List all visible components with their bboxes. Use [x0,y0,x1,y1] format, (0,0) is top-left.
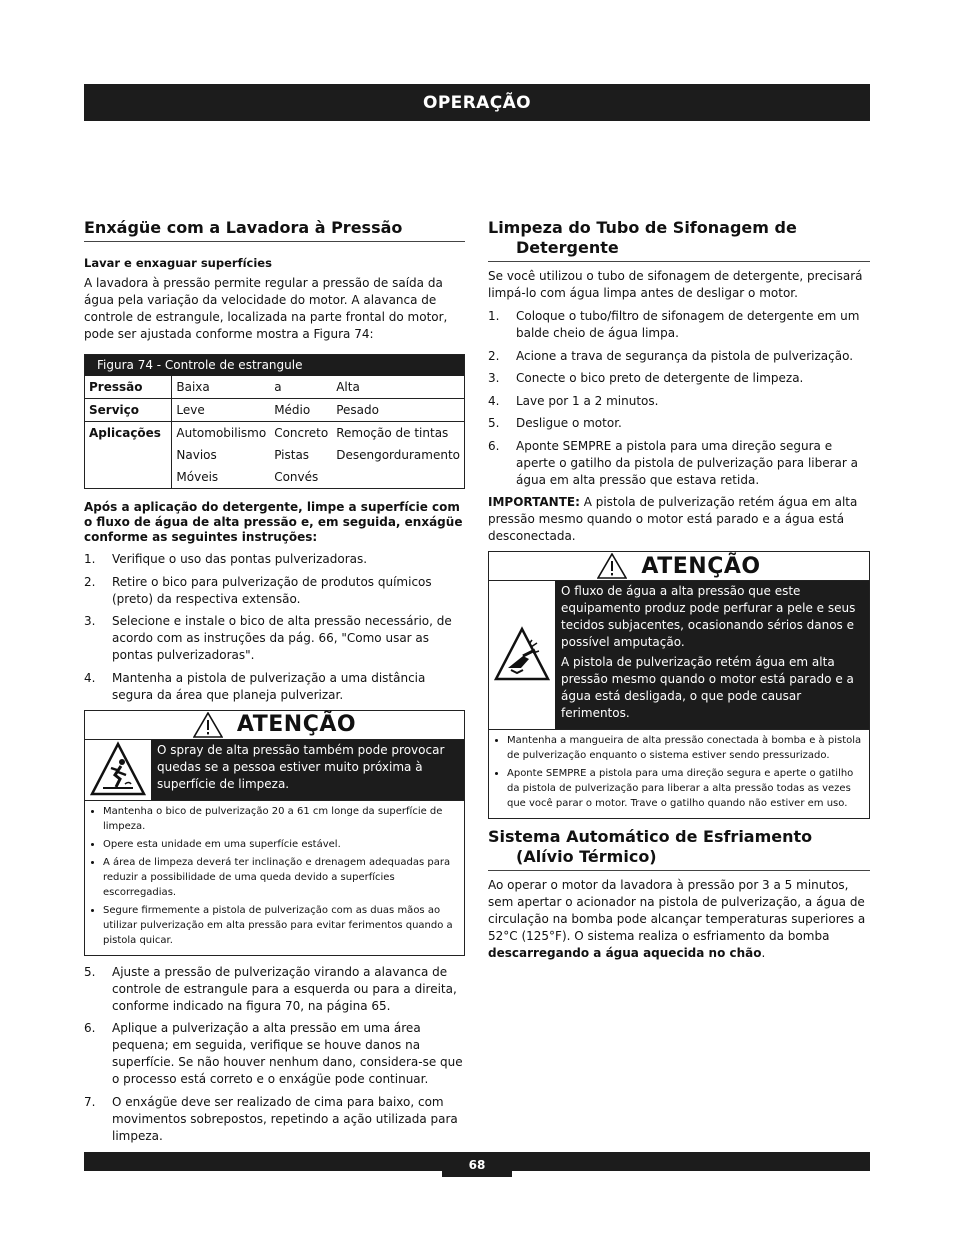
step-text: Selecione e instale o bico de alta pressão necessário, de acordo com as instruções da pág. 66, "Como usar as pontas pulverizadoras". [112,614,452,662]
rinse-subheading: Lavar e enxaguar superfícies [84,256,272,270]
step-text: Ajuste a pressão de pulverização virando a alavanca de controle de estrangule para a esquerda ou para a direita, conforme indicado na figura 70, na página 65. [112,964,457,1013]
cell: Navios [176,448,217,462]
row-label-pressure: Pressão [85,376,172,399]
list-item [488,438,870,489]
warning-header [489,552,869,581]
cell: Móveis [176,470,219,484]
important-text: A pistola de pulverização retém água em alta pressão mesmo quando o motor está parado e a água está desconectada. [488,495,858,543]
cell: Remoção de tintas [332,422,464,445]
list-item [84,574,465,608]
list-item [84,613,465,664]
step-number: 4. [488,393,500,408]
step-number: 7. [84,1094,96,1109]
important-note [488,494,870,545]
cell: Leve [172,399,270,422]
step-text: Desligue o motor. [516,416,622,430]
cell: Automobilismo [172,422,270,445]
row-label-service: Serviço [85,399,172,422]
list-item: • Mantenha o bico de pulverização 20 a 61 cm longe da superfície de limpeza. [103,804,460,834]
row-label-empty [85,444,172,466]
rinse-intro: A lavadora à pressão permite regular a pressão de saída da água pela variação da velocidade do motor. A alavanca de controle de estrangule, localizada na parte frontal do motor, pode ser ajustada conforme mostra a Figura 74: [84,276,448,341]
injection-hazard-icon [489,581,555,729]
step-text: Verifique o uso das pontas pulverizadoras. [112,552,368,566]
list-item [84,1020,465,1088]
list-item [84,964,465,1015]
warning-header [85,711,464,740]
cooling-heading: Sistema Automático de Esfriamento (Alívio Térmico) [488,827,870,871]
warning-body [489,581,869,730]
right-column [488,218,870,968]
warning-bullets [85,801,464,955]
cell: Alta [336,380,360,394]
important-label: IMPORTANTE: [488,495,580,509]
warning-triangle-icon [193,712,223,738]
step-text: Coloque o tubo/filtro de sifonagem de detergente em um balde cheio de água limpa. [516,309,860,340]
step-number: 2. [84,574,96,589]
step-number: 6. [488,438,500,453]
list-item [84,551,465,568]
warning-text-para: O fluxo de água a alta pressão que este equipamento produz pode perfurar a pele e seus tecidos subjacentes, ocasionando sérios danos e possível amputação. [561,584,856,649]
step-number: 1. [84,552,96,566]
cooling-text: Ao operar o motor da lavadora à pressão por 3 a 5 minutos, sem apertar o acionador na pistola de pulverização, a água de circulação na bomba pode alcançar temperaturas superiores a 52°C (125°F). O sistema realiza o esfriamento da bomba [488,878,866,943]
warning-triangle-icon [597,553,627,579]
rinse-steps-a [84,551,465,704]
list-item [84,670,465,704]
cell: Convés [274,470,319,484]
step-number: 6. [84,1021,96,1035]
list-item [488,370,870,387]
step-text: Retire o bico para pulverização de produtos químicos (preto) da respectiva extensão. [112,574,432,606]
step-text: Conecte o bico preto de detergente de limpeza. [516,371,804,385]
list-item [488,308,870,342]
step-number: 1. [488,309,500,323]
list-item [488,348,870,365]
list-item: • Aponte SEMPRE a pistola para uma direção segura e aperte o gatilho da pistola de pulverização para liberar a alta pressão todas as vezes que você parar o motor. Trave o gatilho quando não estiver em uso. [507,766,865,811]
step-number: 5. [488,416,500,430]
cell: Baixa [176,380,210,394]
step-text: Aplique a pulverização a alta pressão em uma área pequena; em seguida, verifique se houve danos na superfície. Se não houver nenhum dano, considera-se que o processo está correto e o enxágüe pode continuar. [112,1021,463,1086]
figure-title: Figura 74 - Controle de estrangule [85,355,464,376]
warning-title: ATENÇÃO [641,553,761,579]
step-number: 3. [488,371,500,385]
list-item: • Segure firmemente a pistola de pulverização com as duas mãos ao utilizar pulverização em alta pressão para evitar ferimentos quando a pistola quicar. [103,903,460,948]
warning-box-injection [488,551,870,819]
left-column [84,218,465,1150]
list-item: • Mantenha a mangueira de alta pressão conectada à bomba e à pistola de pulverização enquanto o sistema estiver sendo pressurizado. [507,733,865,763]
step-number: 3. [84,614,96,628]
step-number: 2. [488,348,500,363]
warning-text [555,581,869,729]
list-item: • A área de limpeza deverá ter inclinação e drenagem adequadas para reduzir a possibilidade de uma queda devido a superfícies escorregadias. [103,855,460,900]
warning-body [85,740,464,801]
cooling-paragraph [488,877,870,962]
row-label-empty [85,466,172,488]
warning-box-slip [84,710,465,956]
cooling-bold: descarregando a água aquecida no chão [488,946,762,960]
list-item [488,393,870,410]
warning-text-para: O spray de alta pressão também pode provocar quedas se a pessoa estiver muito próxima à superfície de limpeza. [157,742,445,791]
siphon-steps [488,308,870,489]
warning-text [151,740,464,800]
cell: Concreto [270,422,332,445]
rinse-heading: Enxágüe com a Lavadora à Pressão [84,218,465,242]
cell: Pistas [274,448,310,462]
bold-instruction: Após a aplicação do detergente, limpe a superfície com o fluxo de água de alta pressão e, em seguida, enxágüe conforme as seguintes instruções: [84,500,463,544]
warning-bullets [489,730,869,818]
section-title: OPERAÇÃO [422,92,532,113]
step-number: 4. [84,670,96,685]
warning-text-para: A pistola de pulverização retém água em alta pressão mesmo quando o motor está parado e a água está desligada, o que pode causar ferimentos. [561,655,854,720]
step-text: Acione a trava de segurança da pistola de pulverização. [516,348,854,363]
list-item: • Opere esta unidade em uma superfície estável. [103,837,460,852]
cell: Desengorduramento [336,448,460,462]
step-number: 5. [84,964,96,979]
cooling-end: . [761,946,766,960]
row-label-applications: Aplicações [85,422,172,445]
cell: Pesado [332,399,464,422]
page-number: 68 [442,1152,512,1177]
step-text: Mantenha a pistola de pulverização a uma distância segura da área que planeja pulverizar. [112,670,426,702]
cell: Médio [270,399,332,422]
step-text: O enxágüe deve ser realizado de cima para baixo, com movimentos sobrepostos, repetindo a ação utilizada para limpeza. [112,1094,458,1143]
siphon-heading: Limpeza do Tubo de Sifonagem de Detergente [488,218,870,262]
figure-74-table [84,354,465,489]
warning-title: ATENÇÃO [236,712,357,737]
cell: a [274,380,282,394]
list-item [84,1094,465,1145]
slip-fall-icon [85,740,151,800]
page-header-bar [84,84,870,121]
rinse-steps-b [84,964,465,1145]
step-text: Lave por 1 a 2 minutos. [516,393,659,408]
cell [332,466,464,488]
step-text: Aponte SEMPRE a pistola para uma direção segura e aperte o gatilho da pistola de pulverização para liberar a água em alta pressão que estava retida. [516,438,858,487]
list-item [488,415,870,432]
siphon-intro: Se você utilizou o tubo de sifonagem de detergente, precisará limpá-lo com água limpa antes de desligar o motor. [488,269,863,300]
